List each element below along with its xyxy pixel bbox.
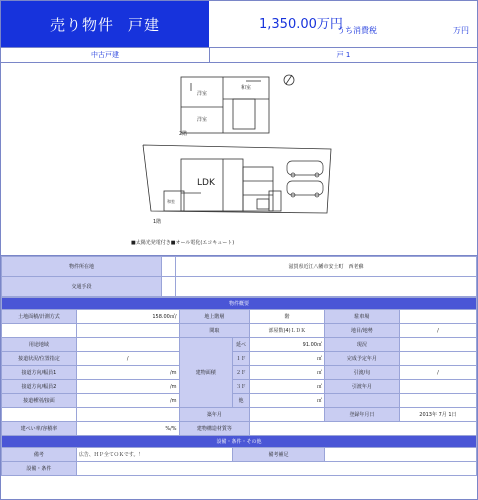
table-row bbox=[2, 277, 477, 297]
listing-title bbox=[1, 1, 209, 47]
unit-count: 戸 1 bbox=[336, 51, 351, 59]
address-label: 物件所在地 bbox=[2, 257, 162, 277]
title-for-sale: 売り物件 bbox=[49, 15, 114, 34]
layout-label: 間取 bbox=[179, 324, 250, 338]
location-table bbox=[1, 256, 477, 297]
registered-label: 登録年月日 bbox=[324, 408, 399, 422]
road-type-value: /m bbox=[76, 394, 179, 408]
ratio-label: 建ぺい率/容積率 bbox=[2, 422, 77, 436]
tax-unit: 万円 bbox=[453, 26, 469, 35]
road-type-label: 接道種別/接面 bbox=[2, 394, 77, 408]
table-row bbox=[2, 422, 477, 436]
road-dir2-value: /m bbox=[76, 380, 179, 394]
land-category-value: / bbox=[399, 324, 476, 338]
facilities-band: 設備・条件・その他 bbox=[2, 436, 477, 448]
price: 1,350.00万円 bbox=[259, 17, 343, 32]
road-value: / bbox=[76, 352, 179, 366]
structure-label: 建物構造材質等 bbox=[179, 422, 250, 436]
table-row bbox=[2, 310, 477, 324]
road-label: 接道状況/位置指定 bbox=[2, 352, 77, 366]
floors-value: 階 bbox=[250, 310, 325, 324]
remarks-label: 備考 bbox=[2, 448, 77, 462]
table-row bbox=[2, 380, 477, 394]
transport-label: 交通手段 bbox=[2, 277, 162, 297]
overview-band: 物件概要 bbox=[2, 298, 477, 310]
header bbox=[1, 1, 477, 48]
handover-label: 引渡/旬 bbox=[324, 366, 399, 380]
table-row bbox=[2, 408, 477, 422]
total-floor-value: 91.00㎡ bbox=[250, 338, 325, 352]
floor1-label: 1階 bbox=[153, 219, 162, 225]
floors-label: 地上階層 bbox=[179, 310, 250, 324]
road-dir2-label: 接道方向/幅員2 bbox=[2, 380, 77, 394]
floor2-area-value: ㎡ bbox=[250, 366, 325, 380]
other-area-label: 他 bbox=[233, 394, 250, 408]
status-label: 現況 bbox=[324, 338, 399, 352]
conditions-label: 設備・条件 bbox=[2, 462, 77, 476]
table-row bbox=[2, 462, 477, 476]
tax-label: うち消費税 bbox=[337, 26, 377, 35]
overview-table bbox=[1, 297, 477, 476]
layout-value: 部屋数(4)ＬＤＫ bbox=[250, 324, 325, 338]
price-box bbox=[209, 1, 477, 47]
table-row bbox=[2, 366, 477, 380]
completion-label: 完成予定年月 bbox=[324, 352, 399, 366]
table-row bbox=[2, 257, 477, 277]
other-area-value: ㎡ bbox=[250, 394, 325, 408]
road-dir1-label: 接道方向/幅員1 bbox=[2, 366, 77, 380]
road-dir1-value: /m bbox=[76, 366, 179, 380]
ratio-value: %/% bbox=[76, 422, 179, 436]
handover-value: / bbox=[399, 366, 476, 380]
table-row bbox=[2, 338, 477, 352]
land-area-value: 158.00㎡/ bbox=[76, 310, 179, 324]
floor3-area-label: ３Ｆ bbox=[233, 380, 250, 394]
subheader bbox=[1, 48, 477, 63]
floorplan-area bbox=[1, 63, 477, 256]
floor1-area-value: ㎡ bbox=[250, 352, 325, 366]
parking-label: 駐車場 bbox=[324, 310, 399, 324]
room-label-5: 和室 bbox=[167, 199, 175, 204]
handover-month-label: 引渡年月 bbox=[324, 380, 399, 394]
floor2-area-label: ２Ｆ bbox=[233, 366, 250, 380]
table-row bbox=[2, 394, 477, 408]
floor1-area-label: １Ｆ bbox=[233, 352, 250, 366]
floor2-label: 2階 bbox=[179, 131, 188, 137]
remarks-value: 広告、ＨＰ全てＯＫです。！ bbox=[76, 448, 232, 462]
property-type: 中古戸建 bbox=[1, 48, 210, 62]
floorplan-drawing bbox=[1, 63, 477, 255]
land-area-label: 土地面積/計測方式 bbox=[2, 310, 77, 324]
table-row bbox=[2, 352, 477, 366]
floorplan-caption: ■太陽光発電付き■オール電化(エコキュート) bbox=[131, 240, 235, 246]
address-value: 滋賀県近江八幡市安土町 西老蘇 bbox=[176, 257, 477, 277]
room-label-ldk: LDK bbox=[197, 178, 215, 188]
registered-value: 2013年 7月 1日 bbox=[399, 408, 476, 422]
building-area-label: 建物面積 bbox=[179, 338, 232, 408]
room-label-1: 洋室 bbox=[197, 91, 208, 97]
table-row bbox=[2, 448, 477, 462]
title-house: 戸建 bbox=[128, 15, 161, 34]
zoning-label: 用途地域 bbox=[2, 338, 77, 352]
remarks-extra-label: 備考補足 bbox=[233, 448, 325, 462]
built-label: 築年月 bbox=[179, 408, 250, 422]
total-floor-label: 延べ bbox=[233, 338, 250, 352]
table-row bbox=[2, 324, 477, 338]
room-label-2: 和室 bbox=[241, 85, 252, 91]
floor3-area-value: ㎡ bbox=[250, 380, 325, 394]
land-category-label: 地目/地勢 bbox=[324, 324, 399, 338]
room-label-3: 洋室 bbox=[197, 117, 208, 123]
